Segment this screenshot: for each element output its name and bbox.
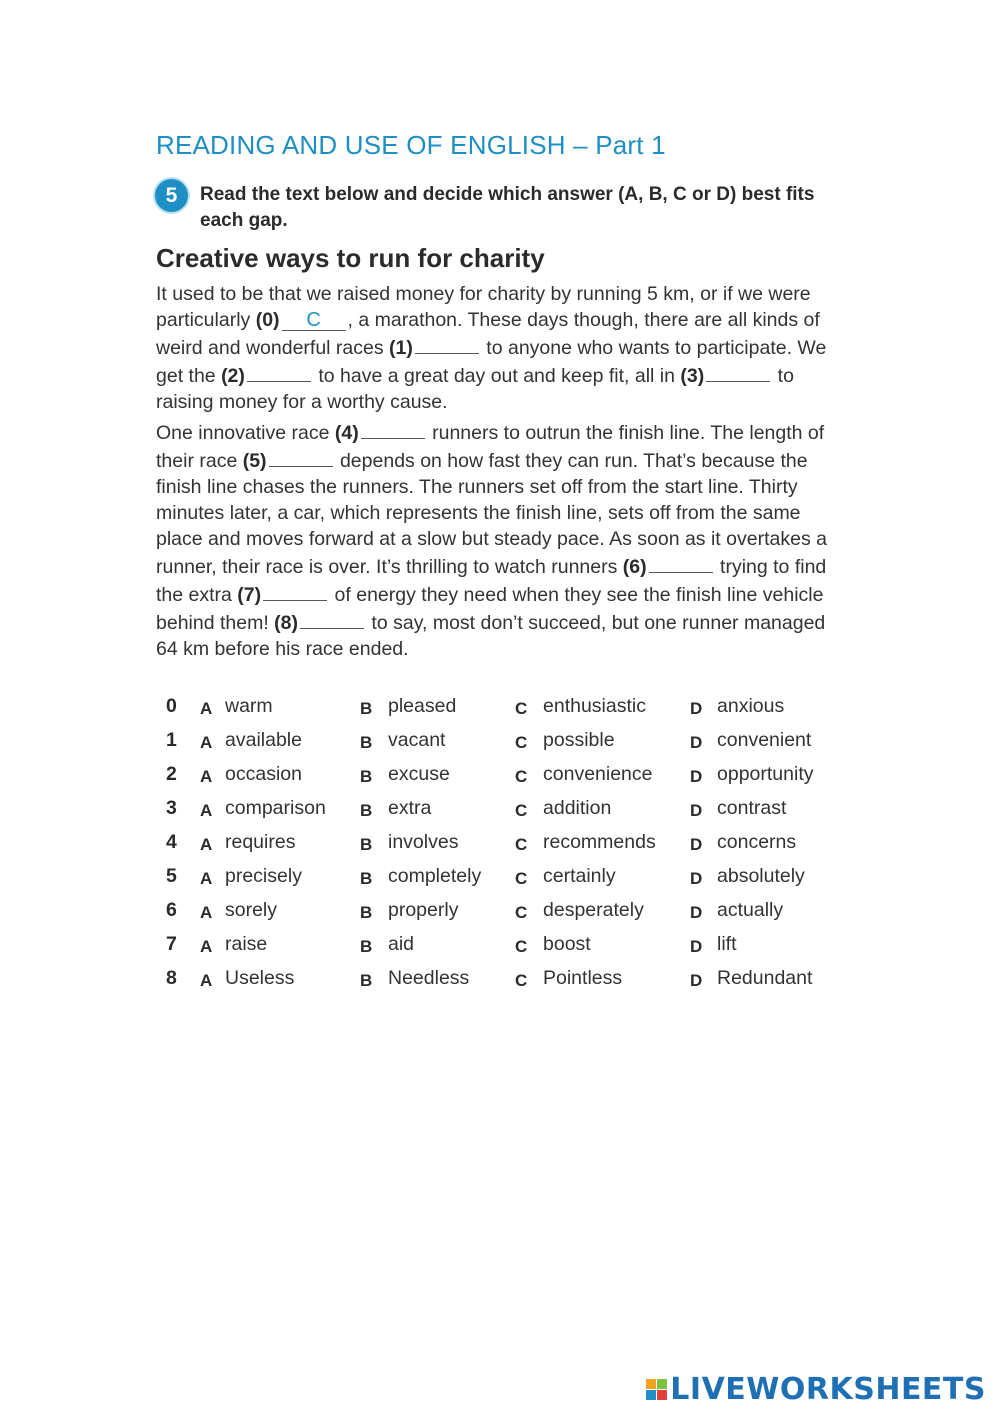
option-letter-c: C — [515, 835, 528, 854]
option-letter-a: A — [200, 699, 213, 718]
option-letter-c: C — [515, 801, 528, 820]
option-d[interactable]: contrast — [717, 797, 787, 819]
option-letter-a: A — [200, 801, 213, 820]
option-letter-b: B — [360, 733, 373, 752]
option-a[interactable]: raise — [225, 933, 268, 955]
option-letter-a: A — [200, 767, 213, 786]
option-d[interactable]: anxious — [717, 695, 785, 717]
gap-8-blank[interactable] — [300, 608, 364, 629]
option-c[interactable]: convenience — [543, 763, 653, 785]
gap-number-6: (6) — [622, 556, 647, 578]
option-letter-a: A — [200, 733, 213, 752]
option-letter-a: A — [200, 835, 213, 854]
answer-options — [160, 690, 850, 996]
option-letter-c: C — [515, 733, 528, 752]
option-letter-c: C — [515, 903, 528, 922]
option-c[interactable]: boost — [543, 933, 591, 955]
option-d[interactable]: Redundant — [717, 967, 813, 989]
option-b[interactable]: properly — [388, 899, 459, 921]
question-number: 8 — [166, 967, 177, 989]
text-segment: depends on how fast they can run. That’s because the finish line chases the runners. The runners set off from the start line. Thirty minutes later, a car, which represents the finish line, sets off from the same place and moves forward at a slow but steady pace. As soon as it overtakes a runner, their race is over. It’s thrilling to watch runners — [156, 450, 827, 578]
option-c[interactable]: addition — [543, 797, 612, 819]
gap-2-blank[interactable] — [247, 361, 311, 382]
text-segment: It used to be that we raised money for charity by running 5 km, or if we were particularly — [156, 283, 811, 331]
option-b[interactable]: vacant — [388, 729, 446, 751]
option-b[interactable]: Needless — [388, 967, 470, 989]
question-number: 0 — [166, 695, 177, 717]
option-d[interactable]: opportunity — [717, 763, 814, 785]
option-c[interactable]: enthusiastic — [543, 695, 646, 717]
option-row-4 — [160, 826, 850, 860]
logo-mark-icon — [646, 1379, 667, 1400]
option-letter-c: C — [515, 937, 528, 956]
option-letter-c: C — [515, 699, 528, 718]
gap-1-blank[interactable] — [415, 333, 479, 354]
option-letter-c: C — [515, 869, 528, 888]
option-d[interactable]: actually — [717, 899, 784, 921]
option-row-5 — [160, 860, 850, 894]
option-letter-d: D — [690, 903, 703, 922]
text-segment: to raising money for a worthy cause. — [156, 365, 794, 413]
text-segment: , a marathon. These days though, there are all kinds of weird and wonderful races — [156, 309, 820, 359]
question-number: 3 — [166, 797, 177, 819]
option-letter-b: B — [360, 835, 373, 854]
option-letter-d: D — [690, 699, 703, 718]
option-b[interactable]: pleased — [388, 695, 457, 717]
gap-6-blank[interactable] — [649, 552, 713, 573]
option-c[interactable]: possible — [543, 729, 615, 751]
question-number: 2 — [166, 763, 177, 785]
option-letter-b: B — [360, 699, 373, 718]
option-c[interactable]: certainly — [543, 865, 616, 887]
gap-number-3: (3) — [680, 365, 705, 387]
option-letter-b: B — [360, 767, 373, 786]
option-b[interactable]: excuse — [388, 763, 450, 785]
task-number-badge: 5 — [155, 179, 188, 212]
option-row-8 — [160, 962, 850, 996]
gap-5-blank[interactable] — [269, 446, 333, 467]
question-number: 1 — [166, 729, 177, 751]
option-a[interactable]: precisely — [225, 865, 302, 887]
option-b[interactable]: extra — [388, 797, 432, 819]
paragraph-2 — [156, 418, 836, 662]
option-row-1 — [160, 724, 850, 758]
option-row-2 — [160, 758, 850, 792]
text-segment: One innovative race — [156, 422, 335, 444]
brand-name: LIVEWORKSHEETS — [670, 1372, 986, 1407]
option-letter-a: A — [200, 971, 213, 990]
liveworksheets-logo — [646, 1372, 986, 1407]
text-segment: of energy they need when they see the finish line vehicle behind them! — [156, 584, 824, 634]
option-letter-d: D — [690, 971, 703, 990]
question-number: 6 — [166, 899, 177, 921]
option-letter-d: D — [690, 801, 703, 820]
question-number: 7 — [166, 933, 177, 955]
text-segment: to have a great day out and keep fit, all in — [312, 365, 681, 387]
option-d[interactable]: absolutely — [717, 865, 805, 887]
text-segment: trying to find the extra — [156, 556, 827, 606]
option-b[interactable]: aid — [388, 933, 415, 955]
task-instruction: Read the text below and decide which answer (A, B, C or D) best fits each gap. — [200, 184, 815, 231]
option-c[interactable]: recommends — [543, 831, 656, 853]
option-letter-b: B — [360, 869, 373, 888]
option-letter-a: A — [200, 903, 213, 922]
option-d[interactable]: lift — [717, 933, 737, 955]
text-segment: to say, most don’t succeed, but one runner managed 64 km before his race ended. — [156, 612, 826, 660]
gap-4-blank[interactable] — [361, 418, 425, 439]
text-segment: to anyone who wants to participate. We get the — [156, 337, 827, 387]
option-row-7 — [160, 928, 850, 962]
gap-0-answer[interactable]: C — [282, 310, 346, 331]
option-a[interactable]: sorely — [225, 899, 278, 921]
option-a[interactable]: occasion — [225, 763, 302, 785]
option-letter-d: D — [690, 767, 703, 786]
option-letter-a: A — [200, 869, 213, 888]
option-d[interactable]: concerns — [717, 831, 797, 853]
option-a[interactable]: comparison — [225, 797, 326, 819]
section-title: READING AND USE OF ENGLISH – Part 1 — [156, 130, 666, 160]
gap-7-blank[interactable] — [263, 580, 327, 601]
gap-number-4: (4) — [334, 422, 359, 444]
option-letter-d: D — [690, 733, 703, 752]
option-letter-a: A — [200, 937, 213, 956]
gap-number-2: (2) — [221, 365, 245, 387]
gap-number-0: (0) — [255, 309, 280, 331]
option-letter-b: B — [360, 903, 373, 922]
option-letter-c: C — [515, 971, 528, 990]
option-row-0 — [160, 690, 850, 724]
option-a[interactable]: Useless — [225, 967, 295, 989]
gap-number-7: (7) — [237, 584, 262, 606]
option-a[interactable]: available — [225, 729, 302, 751]
gap-number-8: (8) — [274, 612, 299, 634]
option-letter-b: B — [360, 801, 373, 820]
option-b[interactable]: involves — [388, 831, 459, 853]
text-title: Creative ways to run for charity — [156, 243, 545, 273]
text-segment: runners to outrun the finish line. The length of their race — [156, 422, 825, 472]
option-c[interactable]: desperately — [543, 899, 644, 921]
option-letter-d: D — [690, 937, 703, 956]
question-number: 4 — [166, 831, 177, 853]
option-b[interactable]: completely — [388, 865, 482, 887]
option-row-3 — [160, 792, 850, 826]
option-letter-b: B — [360, 937, 373, 956]
paragraph-1 — [156, 281, 836, 415]
option-letter-b: B — [360, 971, 373, 990]
option-c[interactable]: Pointless — [543, 967, 623, 989]
question-number: 5 — [166, 865, 177, 887]
option-d[interactable]: convenient — [717, 729, 812, 751]
option-row-6 — [160, 894, 850, 928]
gap-3-blank[interactable] — [706, 361, 770, 382]
option-letter-c: C — [515, 767, 528, 786]
option-letter-d: D — [690, 869, 703, 888]
option-a[interactable]: requires — [225, 831, 296, 853]
gap-number-1: (1) — [389, 337, 413, 359]
option-letter-d: D — [690, 835, 703, 854]
option-a[interactable]: warm — [225, 695, 273, 717]
gap-number-5: (5) — [242, 450, 267, 472]
